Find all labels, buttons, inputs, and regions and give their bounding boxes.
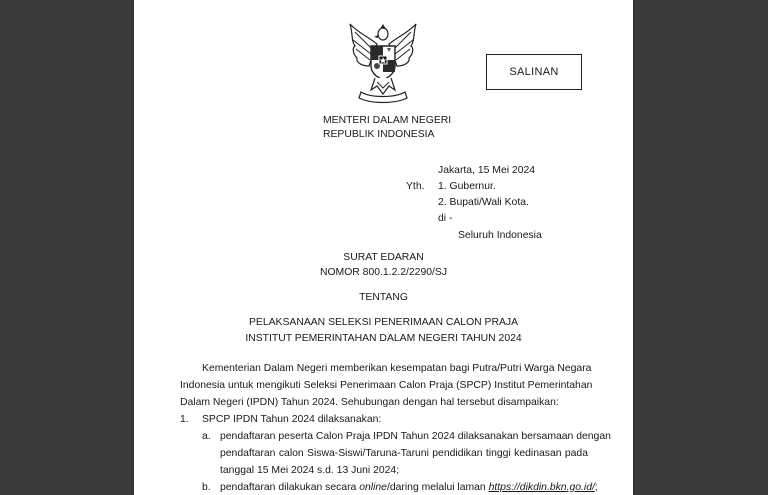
dikdin-link[interactable]: https://dikdin.bkn.go.id/	[488, 482, 595, 493]
subject-line-1: PELAKSANAAN SELEKSI PENERIMAAN CALON PRAJA	[248, 317, 519, 328]
sub-item-b-end: ;	[594, 482, 598, 493]
sub-item-b-line	[220, 482, 598, 493]
letter-number: NOMOR 800.1.2.2/2290/SJ	[319, 267, 448, 278]
salinan-stamp: SALINAN	[486, 54, 582, 90]
paragraph-line-2: Indonesia untuk mengikuti Seleksi Penerimaan Calon Praja (SPCP) Institut Pemerintahan	[180, 380, 593, 391]
sub-item-b-online: online	[359, 482, 387, 493]
addressee-label: Yth.	[406, 181, 425, 192]
document-page	[134, 0, 633, 495]
sub-item-b-text-mid: /daring melalui laman	[386, 482, 489, 493]
sub-item-a-label: a.	[202, 431, 211, 442]
issuer-line-2: REPUBLIK INDONESIA	[323, 129, 435, 140]
paragraph-line-1: Kementerian Dalam Negeri memberikan kesempatan bagi Putra/Putri Warga Negara	[202, 363, 592, 374]
issuer-line-1: MENTERI DALAM NEGERI	[323, 115, 452, 126]
letter-date: Jakarta, 15 Mei 2024	[438, 165, 536, 176]
subject-line-2: INSTITUT PEMERINTAHAN DALAM NEGERI TAHUN 2024	[245, 333, 522, 344]
sub-item-b-label: b.	[202, 482, 211, 493]
addressee-place: Seluruh Indonesia	[458, 230, 542, 241]
letter-kind: SURAT EDARAN	[343, 252, 424, 263]
garuda-emblem-icon	[347, 22, 419, 104]
paragraph-line-3: Dalam Negeri (IPDN) Tahun 2024. Sehubungan dengan hal tersebut disampaikan:	[180, 397, 559, 408]
list-item-1-number: 1.	[180, 414, 189, 425]
sub-item-a-line-1: pendaftaran peserta Calon Praja IPDN Tahun 2024 dilaksanakan bersamaan dengan	[220, 431, 611, 442]
sub-item-b-text: pendaftaran dilakukan secara	[220, 482, 360, 493]
sub-item-a-line-2: pendaftaran calon Siswa-Siswi/Taruna-Taruni pendidikan tinggi kedinasan pada	[220, 448, 588, 459]
letter-about: TENTANG	[359, 292, 408, 303]
addressee-item-2: 2. Bupati/Wali Kota.	[438, 197, 529, 208]
list-item-1-text: SPCP IPDN Tahun 2024 dilaksanakan:	[202, 414, 382, 425]
addressee-di: di -	[438, 213, 453, 224]
addressee-item-1: 1. Gubernur.	[438, 181, 496, 192]
sub-item-a-line-3: tanggal 15 Mei 2024 s.d. 13 Juni 2024;	[220, 465, 400, 476]
